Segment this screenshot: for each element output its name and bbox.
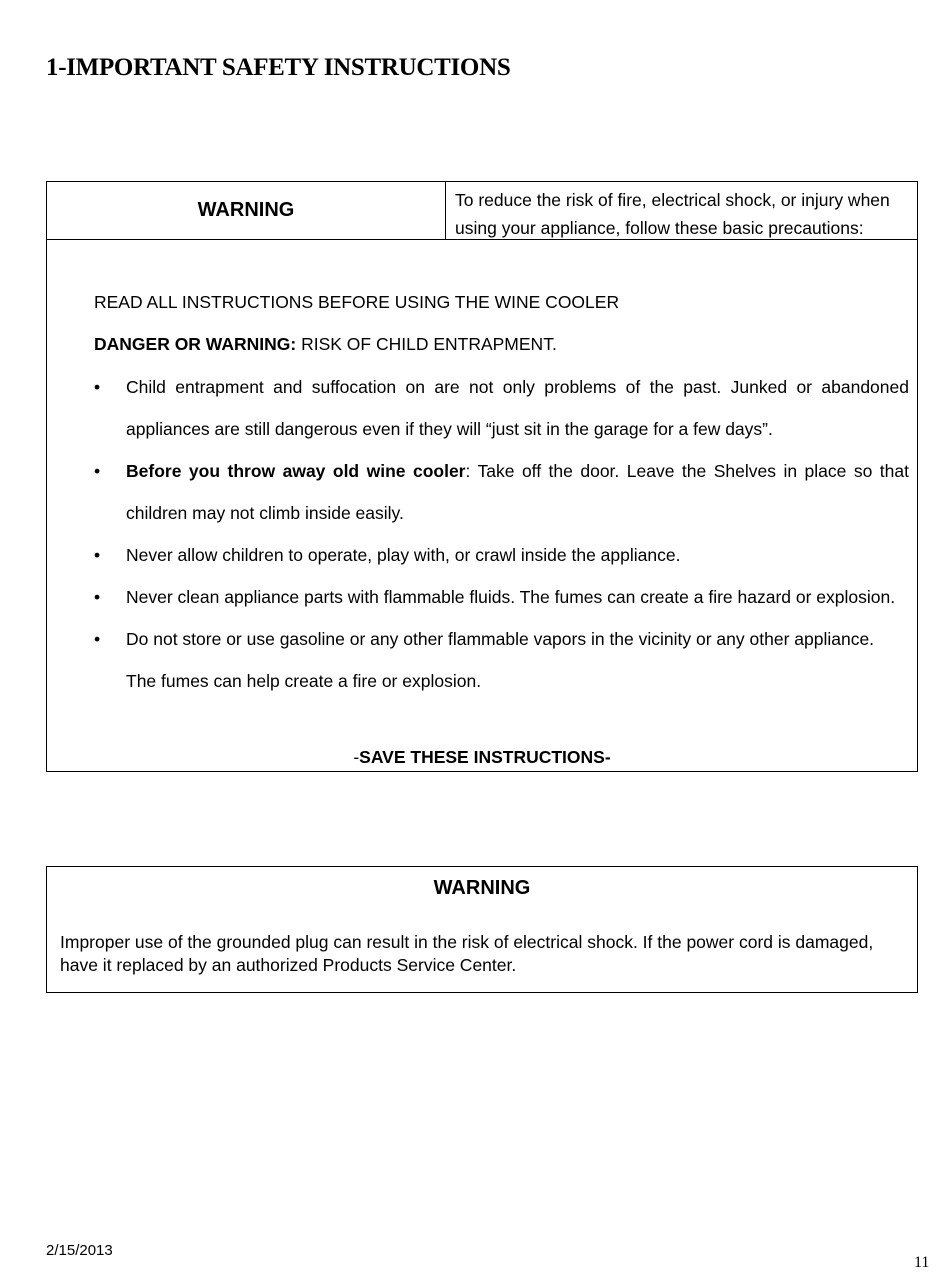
save-dash: -	[353, 747, 360, 767]
bullet-1-line-2: appliances are still dangerous even if they will “just sit in the garage for a few days”.	[126, 419, 773, 439]
bullet-2-line-1	[126, 460, 909, 482]
bullet-5-line-2: The fumes can help create a fire or explosion.	[126, 671, 482, 691]
footer-date: 2/15/2013	[46, 1242, 113, 1259]
bullet-dot: •	[94, 461, 101, 481]
bullet-dot: •	[94, 377, 101, 397]
grounded-plug-warning-text: Improper use of the grounded plug can result in the risk of electrical shock. If the power cord is damaged, have it replaced by an authorized Products Service Center.	[60, 932, 874, 975]
warning-header-row	[47, 182, 917, 240]
safety-warning-box	[46, 181, 918, 772]
page-title: 1-IMPORTANT SAFETY INSTRUCTIONS	[46, 54, 511, 81]
danger-text: RISK OF CHILD ENTRAPMENT.	[296, 334, 557, 354]
bullet-2-rest: : Take off the door. Leave the Shelves in place so that	[465, 461, 909, 481]
save-text: SAVE THESE INSTRUCTIONS-	[359, 747, 611, 767]
grounded-plug-warning-box	[46, 866, 918, 993]
bullet-3: Never allow children to operate, play with, or crawl inside the appliance.	[126, 545, 681, 565]
warning-title: WARNING	[433, 877, 531, 899]
bullet-2-text-1	[126, 461, 909, 481]
bullet-5-line-1: Do not store or use gasoline or any other flammable vapors in the vicinity or any other appliance.	[126, 629, 875, 649]
page-number: 11	[914, 1254, 930, 1271]
bullet-1-line-1	[126, 376, 909, 398]
bullet-dot: •	[94, 545, 101, 565]
danger-line	[94, 333, 557, 355]
save-instructions	[47, 746, 917, 768]
warning-intro: To reduce the risk of fire, electrical shock, or injury when using your appliance, follow these basic precautions:	[455, 190, 890, 238]
danger-label: DANGER OR WARNING:	[94, 334, 297, 354]
bullet-2-line-2: children may not climb inside easily.	[126, 503, 404, 523]
warning-label: WARNING	[47, 182, 446, 239]
bullet-2-bold: Before you throw away old wine cooler	[126, 461, 466, 481]
read-all-instructions: READ ALL INSTRUCTIONS BEFORE USING THE WINE COOLER	[94, 292, 620, 312]
bullet-1-text-1: Child entrapment and suffocation on are not only problems of the past. Junked or abandoned	[126, 377, 909, 397]
bullet-dot: •	[94, 587, 101, 607]
bullet-4: Never clean appliance parts with flammable fluids. The fumes can create a fire hazard or explosion.	[126, 587, 896, 607]
bullet-dot: •	[94, 629, 101, 649]
